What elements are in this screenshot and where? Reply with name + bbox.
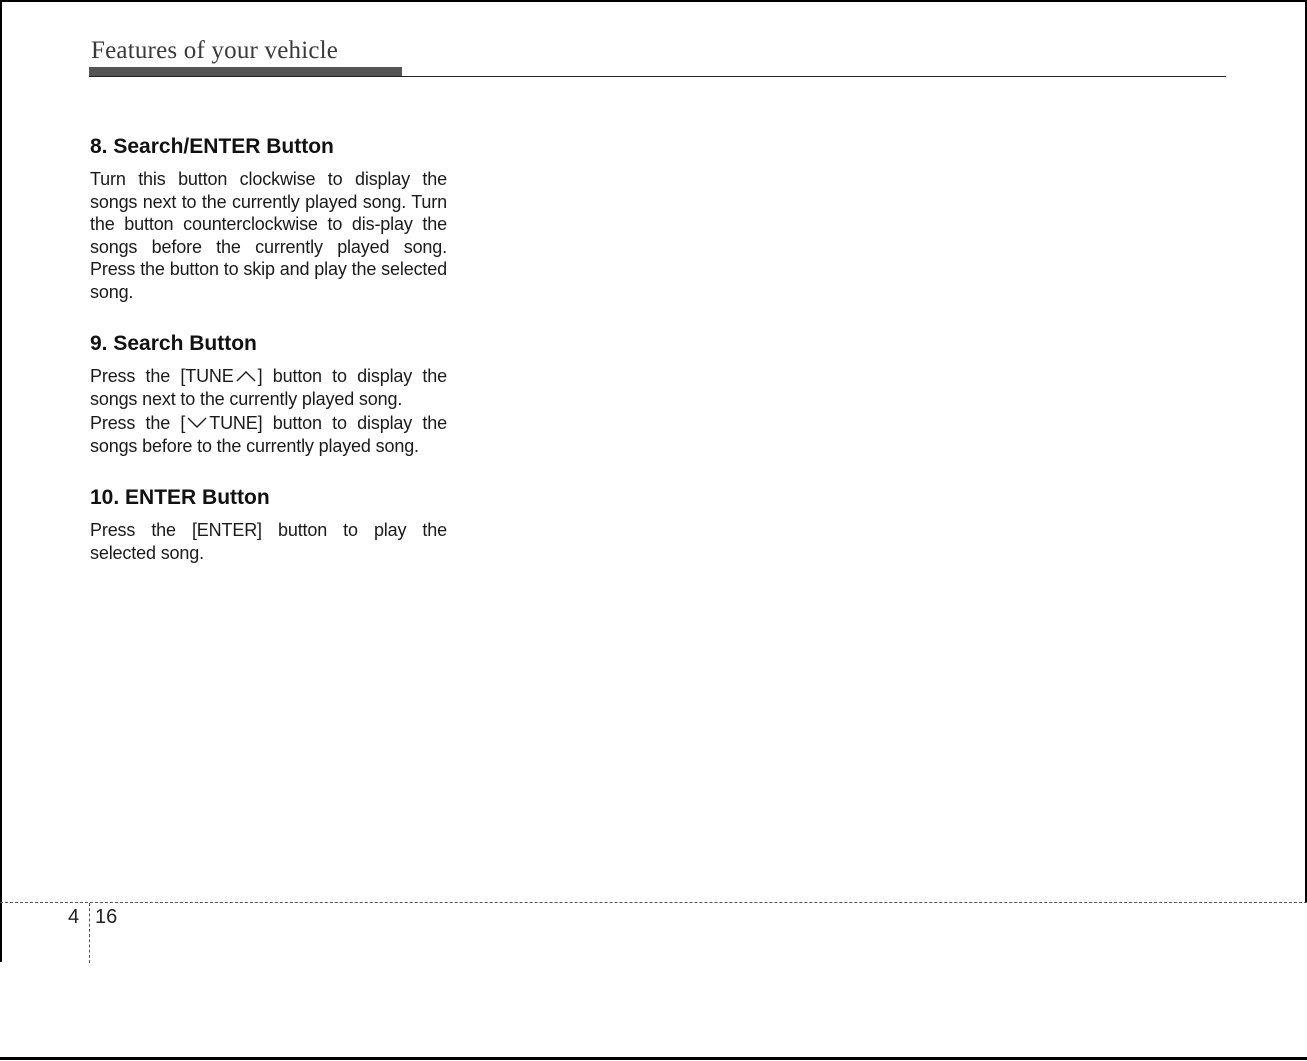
content-column <box>90 134 447 564</box>
section-paragraph: Turn this button clockwise to display the songs next to the currently played song. Turn the button counterclockwise to dis-play the songs before the currently played song. Press the button to skip and play the selected song. <box>90 169 447 302</box>
page-chapter-number: 4 <box>68 906 80 928</box>
page-header-title: Features of your vehicle <box>91 37 339 64</box>
section-enter-button <box>90 485 447 564</box>
chevron-down-icon <box>187 412 207 435</box>
section-search-enter-button <box>90 134 447 303</box>
section-heading: 8. Search/ENTER Button <box>90 135 334 158</box>
section-heading: 10. ENTER Button <box>90 486 270 509</box>
paragraph-text: TUNE] button to display the songs before to the currently played song. <box>90 413 447 456</box>
page-frame-left <box>0 0 2 962</box>
page-frame-top <box>0 0 1307 2</box>
section-paragraph <box>90 412 447 457</box>
header-accent-bar <box>89 67 402 76</box>
section-search-button <box>90 331 447 457</box>
footer-divider <box>0 902 1307 903</box>
footer-page-separator <box>89 903 90 963</box>
paragraph-text: Press the [ <box>90 413 186 433</box>
page-number: 16 <box>95 906 118 928</box>
header-rule <box>89 76 1226 77</box>
section-heading: 9. Search Button <box>90 332 257 355</box>
paragraph-text: Press the [TUNE <box>90 366 234 386</box>
chevron-up-icon <box>236 365 256 388</box>
section-paragraph <box>90 365 447 410</box>
paragraph-text: ] button to display the songs next to the currently played song. <box>90 366 447 409</box>
page-frame-bottom <box>0 1057 1307 1060</box>
section-paragraph: Press the [ENTER] button to play the selected song. <box>90 520 447 563</box>
